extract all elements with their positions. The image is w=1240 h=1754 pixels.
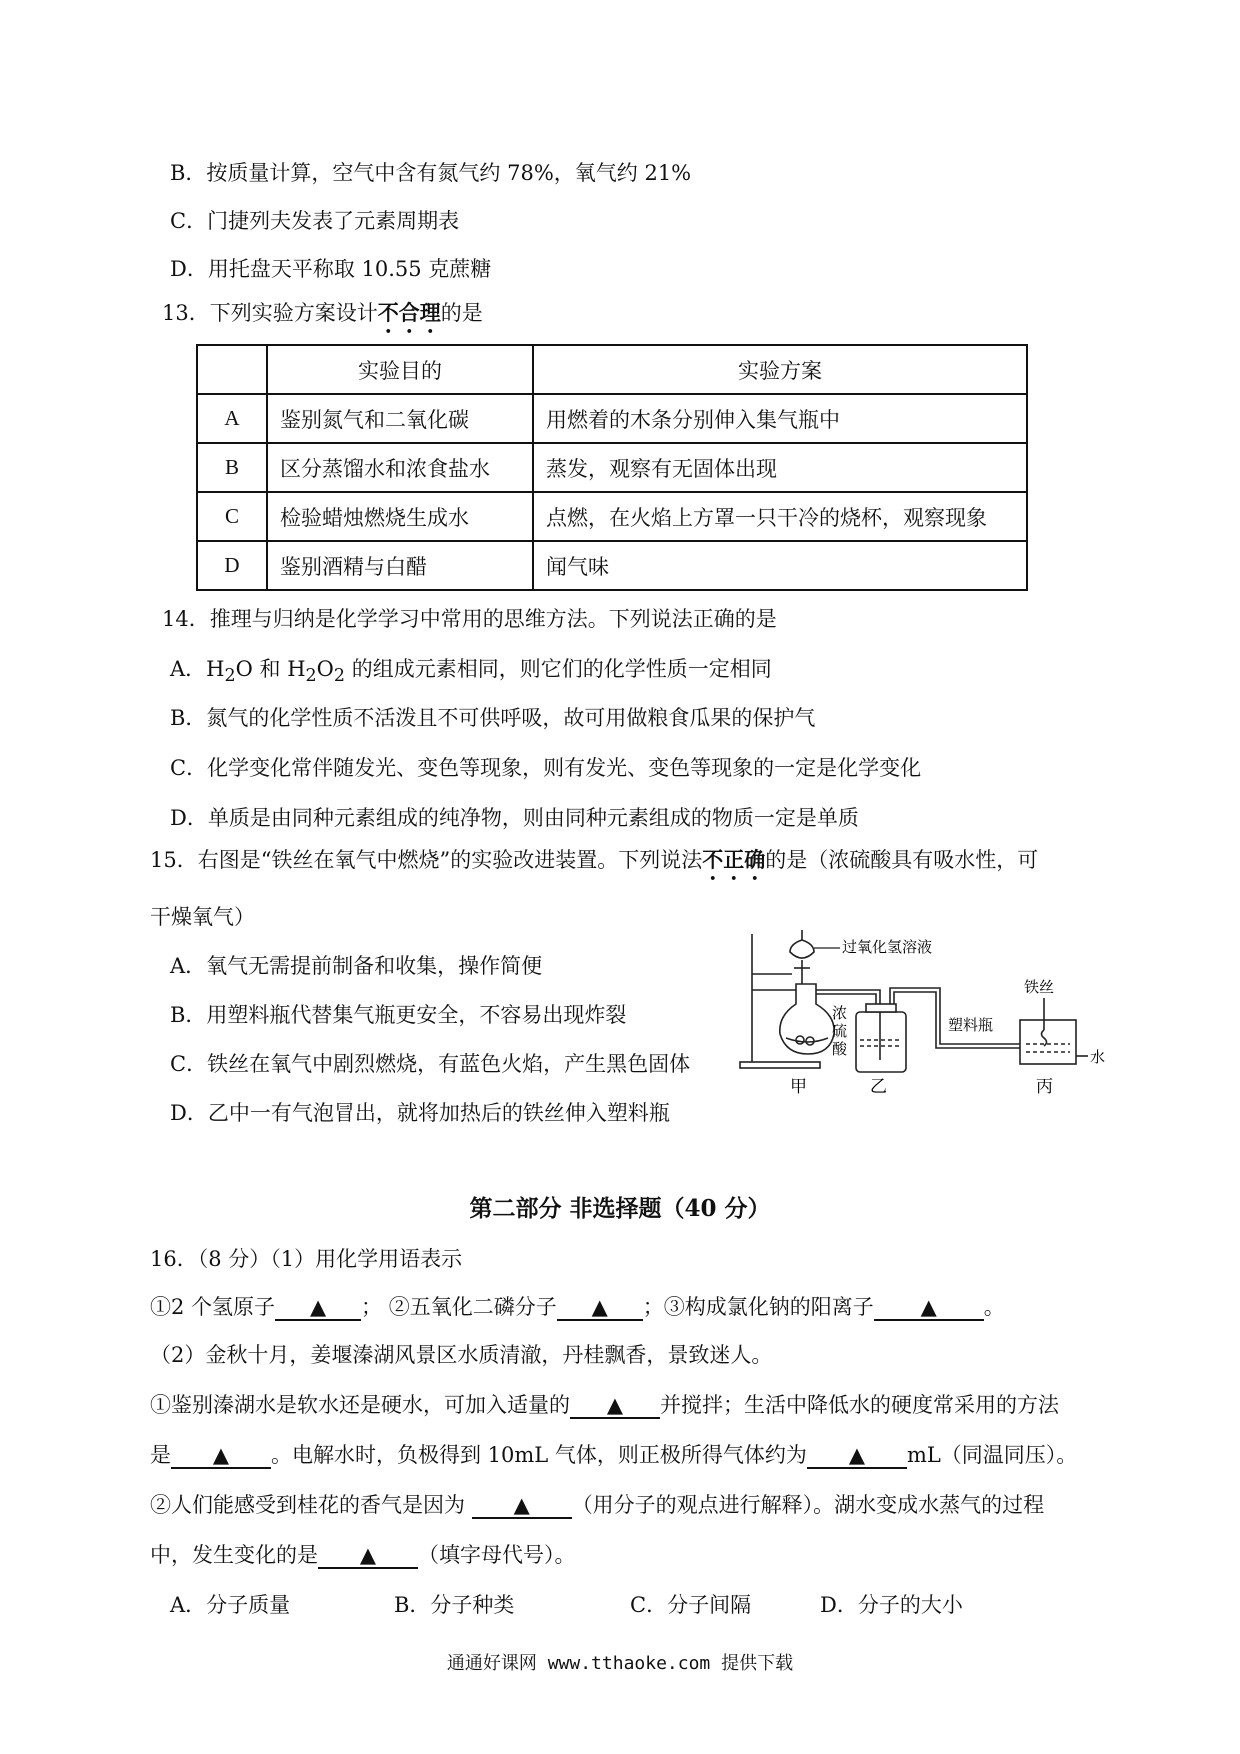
q13-stem xyxy=(162,298,483,338)
cell-goal: 鉴别酒精与白醋 xyxy=(267,541,533,590)
answer-blank[interactable]: ▲ xyxy=(557,1295,643,1321)
cell-goal: 区分蒸馏水和浓食盐水 xyxy=(267,443,533,492)
bottle-yi xyxy=(856,1012,906,1072)
q14-a-text: A．H xyxy=(170,657,225,681)
q16-option-c: C．分子间隔 xyxy=(630,1593,752,1617)
header-cell-option xyxy=(197,345,267,394)
q16-line1: 16．（8 分）（1）用化学用语表示 xyxy=(150,1247,463,1271)
q14-a-text: O 和 H xyxy=(235,657,306,681)
answer-blank[interactable]: ▲ xyxy=(472,1493,572,1519)
q15-stem-line2: 干燥氧气） xyxy=(150,905,255,929)
q14-a-sub: 2 xyxy=(333,666,346,687)
q15-stem-prefix: 15．右图是“铁丝在氧气中燃烧”的实验改进装置。下列说法 xyxy=(150,848,703,872)
q14-a-text: O xyxy=(316,657,334,681)
label-acid: 浓 xyxy=(832,1004,848,1022)
table-header-row xyxy=(197,345,1027,394)
q14-a-sub: 2 xyxy=(305,666,317,687)
q16-text: ①鉴别溱湖水是软水还是硬水，可加入适量的 xyxy=(150,1393,570,1417)
answer-blank[interactable]: ▲ xyxy=(318,1543,418,1569)
table-row xyxy=(197,394,1027,443)
table-row xyxy=(197,541,1027,590)
q14-stem: 14．推理与归纳是化学学习中常用的思维方法。下列说法正确的是 xyxy=(162,607,777,631)
q13-stem-prefix: 13．下列实验方案设计 xyxy=(162,301,378,325)
part2-heading: 第二部分 非选择题（40 分） xyxy=(469,1195,771,1222)
cell-plan: 点燃，在火焰上方罩一只干冷的烧杯，观察现象 xyxy=(533,492,1027,541)
q16-line4 xyxy=(150,1390,1059,1420)
apparatus-diagram xyxy=(730,920,1110,1100)
q16-text: ①2 个氢原子 xyxy=(150,1295,276,1319)
q15-option-d: D．乙中一有气泡冒出，就将加热后的铁丝伸入塑料瓶 xyxy=(170,1101,670,1125)
q14-a-text: 的组成元素相同，则它们的化学性质一定相同 xyxy=(345,657,772,681)
label-acid: 酸 xyxy=(832,1040,848,1058)
q16-text: ②人们能感受到桂花的香气是因为 xyxy=(150,1493,472,1517)
q16-option-d: D．分子的大小 xyxy=(820,1593,963,1617)
answer-blank[interactable]: ▲ xyxy=(874,1295,984,1321)
cell-goal: 检验蜡烛燃烧生成水 xyxy=(267,492,533,541)
q12-option-c: C．门捷列夫发表了元素周期表 xyxy=(170,209,460,233)
table-row xyxy=(197,443,1027,492)
label-h2o2: 过氧化氢溶液 xyxy=(842,938,933,956)
q16-line2 xyxy=(150,1292,1005,1322)
q16-text: （填字母代号）。 xyxy=(418,1543,576,1567)
answer-blank[interactable]: ▲ xyxy=(275,1295,361,1321)
label-bing: 丙 xyxy=(1036,1077,1053,1097)
header-cell-goal: 实验目的 xyxy=(267,345,533,394)
table-row xyxy=(197,492,1027,541)
answer-blank[interactable]: ▲ xyxy=(570,1393,660,1419)
footer-source: 通通好课网 www.tthaoke.com 提供下载 xyxy=(446,1653,794,1674)
q13-stem-emphasis: 不合理 xyxy=(377,300,441,325)
cell-option: B xyxy=(197,443,267,492)
q15-stem-suffix: 的是（浓硫酸具有吸水性，可 xyxy=(765,848,1039,872)
q16-text: ； ②五氧化二磷分子 xyxy=(361,1295,557,1319)
answer-blank[interactable]: ▲ xyxy=(807,1443,907,1469)
q15-option-b: B．用塑料瓶代替集气瓶更安全，不容易出现炸裂 xyxy=(170,1003,627,1027)
q15-stem xyxy=(150,845,1038,885)
q16-line6 xyxy=(150,1490,1044,1520)
cell-plan: 蒸发，观察有无固体出现 xyxy=(533,443,1027,492)
cell-plan: 闻气味 xyxy=(533,541,1027,590)
cell-option: D xyxy=(197,541,267,590)
q15-option-a: A．氧气无需提前制备和收集，操作简便 xyxy=(170,954,543,978)
header-cell-plan: 实验方案 xyxy=(533,345,1027,394)
q12-option-b: B．按质量计算，空气中含有氮气约 78%，氧气约 21% xyxy=(170,161,692,185)
q14-option-a xyxy=(170,654,772,691)
q16-text: 并搅拌；生活中降低水的硬度常采用的方法 xyxy=(660,1393,1059,1417)
label-yi: 乙 xyxy=(870,1077,887,1097)
q16-option-a: A．分子质量 xyxy=(170,1593,291,1617)
cell-goal: 鉴别氮气和二氧化碳 xyxy=(267,394,533,443)
q16-line7 xyxy=(150,1540,576,1570)
cell-plan: 用燃着的木条分别伸入集气瓶中 xyxy=(533,394,1027,443)
q16-text: mL（同温同压）。 xyxy=(906,1443,1078,1467)
stand-base xyxy=(740,1062,820,1068)
q16-text: 是 xyxy=(150,1443,171,1467)
label-jia: 甲 xyxy=(790,1077,807,1097)
q13-stem-suffix: 的是 xyxy=(440,301,483,325)
q14-option-c: C．化学变化常伴随发光、变色等现象，则有发光、变色等现象的一定是化学变化 xyxy=(170,756,922,780)
q16-text: （用分子的观点进行解释）。湖水变成水蒸气的过程 xyxy=(571,1493,1045,1517)
funnel xyxy=(790,930,814,958)
q14-option-d: D．单质是由同种元素组成的纯净物，则由同种元素组成的物质一定是单质 xyxy=(170,806,859,830)
q14-option-b: B．氮气的化学性质不活泼且不可供呼吸，故可用做粮食瓜果的保护气 xyxy=(170,706,816,730)
q12-option-d: D．用托盘天平称取 10.55 克蔗糖 xyxy=(170,257,492,281)
q16-text: 。 xyxy=(983,1295,1005,1319)
cell-option: A xyxy=(197,394,267,443)
q15-stem-emphasis: 不正确 xyxy=(702,847,766,872)
label-acid: 硫 xyxy=(832,1022,848,1040)
label-plastic-bottle: 塑料瓶 xyxy=(948,1016,994,1034)
label-wire: 铁丝 xyxy=(1024,978,1055,996)
q16-text: 。电解水时，负极得到 10mL 气体，则正极所得气体约为 xyxy=(271,1443,807,1467)
q16-option-b: B．分子种类 xyxy=(394,1593,515,1617)
q15-option-c: C．铁丝在氧气中剧烈燃烧，有蓝色火焰，产生黑色固体 xyxy=(170,1052,691,1076)
q16-text: 中，发生变化的是 xyxy=(150,1543,318,1567)
label-water: 水 xyxy=(1090,1048,1106,1066)
cell-option: C xyxy=(197,492,267,541)
q16-line3: （2）金秋十月，姜堰溱湖风景区水质清澈，丹桂飘香，景致迷人。 xyxy=(150,1343,773,1367)
q16-line5 xyxy=(150,1440,1077,1470)
q14-a-sub: 2 xyxy=(224,666,236,687)
plastic-bottle-bing xyxy=(1020,1020,1076,1064)
q16-text: ；③构成氯化钠的阳离子 xyxy=(642,1295,874,1319)
q13-table xyxy=(196,344,1028,591)
answer-blank[interactable]: ▲ xyxy=(171,1443,271,1469)
